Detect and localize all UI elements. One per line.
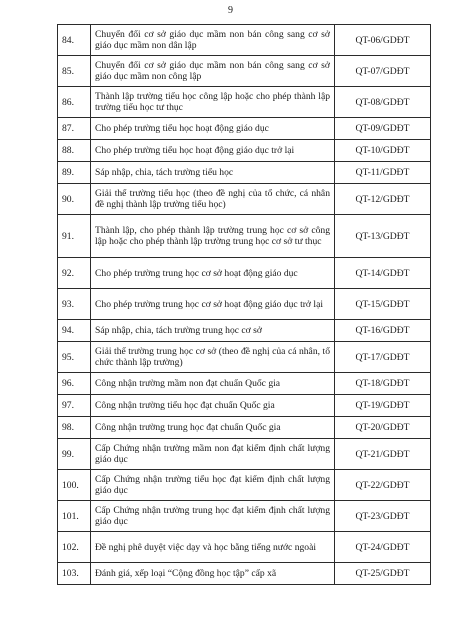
- row-number: 86.: [58, 87, 91, 118]
- procedure-code: QT-16/GDĐT: [335, 320, 431, 342]
- table-row: [58, 56, 431, 87]
- page-number: 9: [228, 5, 233, 16]
- table-row: [58, 417, 431, 439]
- procedure-name: Cho phép trường trung học cơ sở hoạt động giáo dục trở lại: [91, 289, 335, 320]
- procedure-code: QT-15/GDĐT: [335, 289, 431, 320]
- procedure-code: QT-23/GDĐT: [335, 501, 431, 532]
- row-number: 103.: [58, 563, 91, 585]
- procedure-name: Giải thể trường tiểu học (theo đề nghị của tổ chức, cá nhân đề nghị thành lập trường tiểu học): [91, 184, 335, 215]
- procedure-name: Công nhận trường tiểu học đạt chuẩn Quốc gia: [91, 395, 335, 417]
- procedure-name: Sáp nhập, chia, tách trường trung học cơ sở: [91, 320, 335, 342]
- procedure-name: Đánh giá, xếp loại “Cộng đồng học tập” cấp xã: [91, 563, 335, 585]
- table-row: [58, 118, 431, 140]
- row-number: 98.: [58, 417, 91, 439]
- procedure-name: Đề nghị phê duyệt việc dạy và học bằng tiếng nước ngoài: [91, 532, 335, 563]
- procedure-name: Thành lập trường tiểu học công lập hoặc cho phép thành lập trường tiểu học tư thục: [91, 87, 335, 118]
- procedure-name: Cấp Chứng nhận trường trung học đạt kiểm định chất lượng giáo dục: [91, 501, 335, 532]
- row-number: 102.: [58, 532, 91, 563]
- procedure-code: QT-18/GDĐT: [335, 373, 431, 395]
- row-number: 94.: [58, 320, 91, 342]
- table-row: [58, 289, 431, 320]
- procedure-code: QT-11/GDĐT: [335, 162, 431, 184]
- procedure-code: QT-22/GDĐT: [335, 470, 431, 501]
- procedure-name: Cấp Chứng nhận trường tiểu học đạt kiểm định chất lượng giáo dục: [91, 470, 335, 501]
- table-row: [58, 342, 431, 373]
- row-number: 92.: [58, 258, 91, 289]
- procedure-code: QT-14/GDĐT: [335, 258, 431, 289]
- row-number: 99.: [58, 439, 91, 470]
- table-row: [58, 439, 431, 470]
- procedure-code: QT-09/GDĐT: [335, 118, 431, 140]
- procedure-code: QT-17/GDĐT: [335, 342, 431, 373]
- table-row: [58, 140, 431, 162]
- procedure-code: QT-10/GDĐT: [335, 140, 431, 162]
- row-number: 87.: [58, 118, 91, 140]
- row-number: 96.: [58, 373, 91, 395]
- procedure-name: Cho phép trường tiểu học hoạt động giáo dục trở lại: [91, 140, 335, 162]
- row-number: 85.: [58, 56, 91, 87]
- row-number: 91.: [58, 215, 91, 258]
- table-row: [58, 395, 431, 417]
- procedure-code: QT-06/GDĐT: [335, 25, 431, 56]
- procedure-name: Cấp Chứng nhận trường mầm non đạt kiểm định chất lượng giáo dục: [91, 439, 335, 470]
- procedure-code: QT-08/GDĐT: [335, 87, 431, 118]
- row-number: 100.: [58, 470, 91, 501]
- procedure-name: Công nhận trường trung học đạt chuẩn Quốc gia: [91, 417, 335, 439]
- table-row: [58, 320, 431, 342]
- table-row: [58, 87, 431, 118]
- procedure-code: QT-19/GDĐT: [335, 395, 431, 417]
- row-number: 90.: [58, 184, 91, 215]
- procedure-code: QT-21/GDĐT: [335, 439, 431, 470]
- procedure-name: Chuyển đổi cơ sở giáo dục mầm non bán công sang cơ sở giáo dục mầm non công lập: [91, 56, 335, 87]
- procedure-code: QT-24/GDĐT: [335, 532, 431, 563]
- table-row: [58, 184, 431, 215]
- table-row: [58, 470, 431, 501]
- procedure-name: Giải thể trường trung học cơ sở (theo đề nghị của cá nhân, tổ chức thành lập trường): [91, 342, 335, 373]
- table-row: [58, 25, 431, 56]
- procedure-name: Cho phép trường trung học cơ sở hoạt động giáo dục: [91, 258, 335, 289]
- procedure-name: Sáp nhập, chia, tách trường tiểu học: [91, 162, 335, 184]
- procedure-code: QT-13/GDĐT: [335, 215, 431, 258]
- table-row: [58, 258, 431, 289]
- table-row: [58, 373, 431, 395]
- procedure-code: QT-20/GDĐT: [335, 417, 431, 439]
- row-number: 88.: [58, 140, 91, 162]
- procedure-name: Cho phép trường tiểu học hoạt động giáo dục: [91, 118, 335, 140]
- row-number: 93.: [58, 289, 91, 320]
- procedure-name: Công nhận trường mầm non đạt chuẩn Quốc gia: [91, 373, 335, 395]
- table-row: [58, 215, 431, 258]
- row-number: 95.: [58, 342, 91, 373]
- procedure-code: QT-07/GDĐT: [335, 56, 431, 87]
- row-number: 101.: [58, 501, 91, 532]
- procedure-table: [57, 24, 431, 585]
- row-number: 97.: [58, 395, 91, 417]
- table-row: [58, 563, 431, 585]
- row-number: 89.: [58, 162, 91, 184]
- table-row: [58, 162, 431, 184]
- procedure-name: Chuyển đổi cơ sở giáo dục mầm non bán công sang cơ sở giáo dục mầm non dân lập: [91, 25, 335, 56]
- procedure-code: QT-12/GDĐT: [335, 184, 431, 215]
- row-number: 84.: [58, 25, 91, 56]
- table-row: [58, 501, 431, 532]
- procedure-name: Thành lập, cho phép thành lập trường trung học cơ sở công lập hoặc cho phép thành lập trường trung học cơ sở tư thục: [91, 215, 335, 258]
- table-row: [58, 532, 431, 563]
- procedure-code: QT-25/GDĐT: [335, 563, 431, 585]
